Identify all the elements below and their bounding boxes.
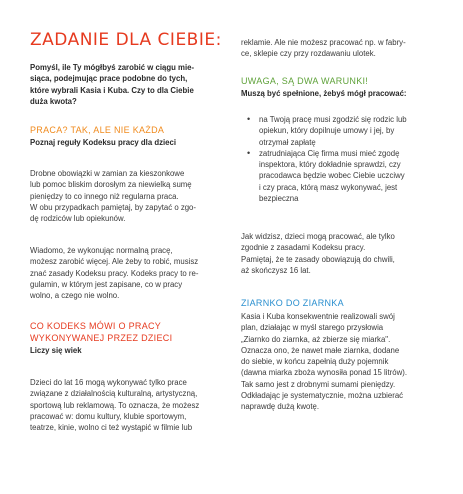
- text-line: „Ziarnko do ziarnka, aż zbierze się miarka".: [241, 334, 391, 344]
- text-line: reklamie. Ale nie możesz pracować np. w fabry-: [241, 38, 406, 47]
- text-line: inspektora, który dokładnie sprawdzi, czy: [259, 160, 401, 170]
- text-line: Jak widzisz, dzieci mogą pracować, ale tylko: [241, 232, 395, 241]
- list-item: [245, 114, 451, 148]
- text-line: aż skończysz 16 lat.: [241, 265, 311, 275]
- section-heading-saving: ZIARNKO DO ZIARNKA: [241, 298, 344, 308]
- text-line: gulamin, w którym jest zapisane, co w pracy: [30, 279, 183, 289]
- text-line: naprawdę dużą kwotę.: [241, 402, 320, 412]
- text-line: Tak samo jest z drobnymi sumami pieniędzy.: [241, 379, 396, 389]
- paragraph: [30, 377, 235, 433]
- paragraph: [241, 37, 451, 60]
- text-line: do siebie, w końcu zapełnią duży pojemnik: [241, 357, 389, 367]
- paragraph: [30, 245, 235, 301]
- page-title: ZADANIE DLA CIEBIE:: [30, 30, 222, 50]
- section-subheading: Muszą być spełnione, żebyś mógł pracować:: [241, 89, 407, 98]
- text-line: ce, sklepie czy przy rozdawaniu ulotek.: [241, 49, 376, 59]
- text-line: Kasia i Kuba konsekwentnie realizowali swój: [241, 312, 395, 321]
- text-line: wolno, a czego nie wolno.: [30, 291, 120, 301]
- text-line: (dawna miarka zboża wynosiła ponad 15 litrów).: [241, 368, 407, 378]
- text-line: pracować w: domu kultury, klubie sportowym,: [30, 411, 187, 421]
- text-line: i czy praca, którą masz wykonywać, jest: [259, 182, 398, 192]
- text-line: bezpieczna: [259, 194, 299, 204]
- text-line: Dzieci do lat 16 mogą wykonywać tylko prace: [30, 378, 187, 387]
- section-heading-work: PRACA? TAK, ALE NIE KAŻDA: [30, 125, 165, 135]
- text-line: możesz zarobić więcej. Ale żeby to robić, musisz: [30, 257, 199, 267]
- section-heading-conditions: UWAGA, SĄ DWA WARUNKI!: [241, 76, 369, 86]
- text-line: Wiadomo, że wykonując normalną pracę,: [30, 246, 173, 255]
- paragraph: [30, 168, 235, 224]
- section-subheading: Liczy się wiek: [30, 346, 82, 355]
- text-line: pieniędzy to co innego niż regularna praca.: [30, 191, 179, 201]
- section-heading-code: CO KODEKS MÓWI O PRACY: [30, 321, 162, 331]
- text-line: zgodnie z zasadami Kodeksu pracy.: [241, 243, 366, 253]
- intro-line: które wybrali Kasia i Kuba. Czy to dla Ciebie: [30, 85, 194, 95]
- section-heading-code: WYKONYWANEJ PRZEZ DZIECI: [30, 333, 173, 343]
- text-line: pracodawca będzie wobec Ciebie uczciwy: [259, 171, 405, 181]
- intro-line: duża kwota?: [30, 96, 77, 106]
- text-line: • zatrudniająca Cię firma musi mieć zgodę: [259, 148, 400, 158]
- paragraph: [241, 231, 451, 276]
- text-line: Drobne obowiązki w zamian za kieszonkowe: [30, 169, 185, 178]
- intro-line: Pomyśl, ile Ty mógłbyś zarobić w ciągu mie-: [30, 63, 195, 72]
- text-line: lub pomoc bliskim dorosłym za niewielką sumę: [30, 180, 192, 190]
- text-line: sportową lub reklamową. To oznacza, że możesz: [30, 400, 200, 410]
- text-line: • na Twoją pracę musi zgodzić się rodzic lub: [259, 115, 407, 124]
- text-line: plan, działając w myśl starego przysłowia: [241, 323, 384, 333]
- text-line: otrzymał zapłatę: [259, 137, 316, 147]
- text-line: W obu przypadkach pamiętaj, by zapytać o zgo-: [30, 202, 196, 212]
- text-line: dę rodziców lub opiekunów.: [30, 214, 126, 224]
- text-line: Pamiętaj, że te zasady obowiązują do chwili,: [241, 254, 395, 264]
- text-line: Oznacza ono, że nawet małe ziarnka, dodane: [241, 345, 400, 355]
- intro-paragraph: [30, 62, 235, 107]
- text-line: opiekun, który dopilnuje umowy i jej, by: [259, 126, 395, 136]
- text-line: Odkładając je systematycznie, można uzbierać: [241, 391, 404, 401]
- intro-line: siąca, podejmując prace podobne do tych,: [30, 74, 188, 84]
- text-line: znać zasady Kodeksu pracy. Kodeks pracy to re-: [30, 268, 199, 278]
- list-item: [245, 148, 451, 204]
- paragraph: [241, 311, 451, 413]
- section-subheading: Poznaj reguły Kodeksu pracy dla dzieci: [30, 138, 177, 147]
- text-line: związane z działalnością kulturalną, artystyczną,: [30, 389, 198, 399]
- conditions-list: [245, 114, 451, 204]
- text-line: teatrze, kinie, wolno ci też wystąpić w filmie lub: [30, 423, 193, 433]
